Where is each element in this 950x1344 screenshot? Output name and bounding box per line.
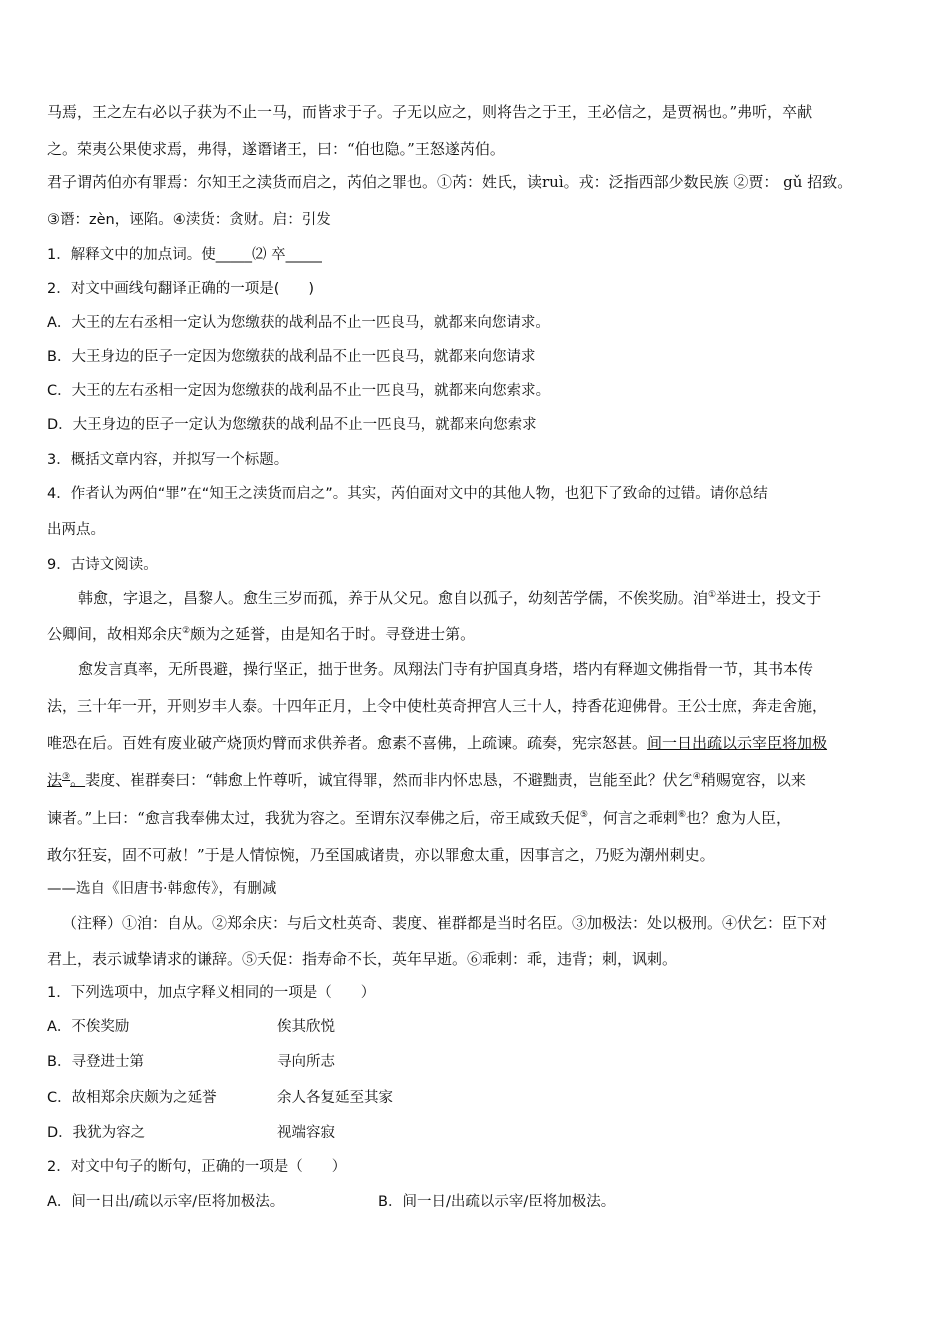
passage-line: 敢尔狂妄，固不可赦！”于是人情惊惋，乃至国戚诸贵，亦以罪愈太重，因事言之，乃贬为潮州刺史。 <box>47 846 715 864</box>
passage-text: 公卿间，故相郑余庆 <box>47 625 183 643</box>
underlined-sentence: 法 <box>47 771 63 789</box>
option-a-right: 俟其欣悦 <box>277 1019 335 1035</box>
option-a: A．间一日出/疏以示宰/臣将加极法。 <box>47 1194 285 1210</box>
section-9-title: 9．古诗文阅读。 <box>47 557 158 573</box>
option-a <box>47 1017 910 1037</box>
question-9-1: 1．下列选项中，加点字释义相同的一项是（ ） <box>47 985 376 1001</box>
option-d <box>47 1123 910 1143</box>
question-2: 2．对文中画线句翻译正确的一项是( ) <box>47 281 315 297</box>
option-b: B．大王身边的臣子一定因为您缴获的战利品不止一匹良马，就都来向您请求 <box>47 349 536 365</box>
option-left: A．不俟奖励 <box>47 1019 130 1035</box>
option-d: D．大王身边的臣子一定认为您缴获的战利品不止一匹良马，就都来向您索求 <box>47 417 537 433</box>
annotation-line: 君上，表示诚挚请求的谦辞。⑤夭促：指寿命不长，英年早逝。⑥乖剌：乖，违背；刺，讽刺。 <box>47 950 678 968</box>
annotation-line: （注释）①洎：自从。②郑余庆：与后文杜英奇、裴度、崔群都是当时名臣。③加极法：处以极刑。④伏乞：臣下对 <box>62 914 828 932</box>
underlined-sentence: 。 <box>70 771 86 789</box>
footnote-mark: ⑤ <box>579 810 588 820</box>
passage-line <box>47 808 910 828</box>
option-a: A．大王的左右丞相一定认为您缴获的战利品不止一匹良马，就都来向您请求。 <box>47 315 550 331</box>
passage-text: 韩愈，字退之，昌黎人。愈生三岁而孤，养于从父兄。愈自以孤子，幼刻苦学儒，不俟奖励。洎 <box>78 589 709 607</box>
option-c: C．大王的左右丞相一定因为您缴获的战利品不止一匹良马，就都来向您索求。 <box>47 383 551 399</box>
option-b: B．间一日/出疏以示宰/臣将加极法。 <box>378 1194 616 1210</box>
footnote-mark: ④ <box>692 772 701 782</box>
passage-line <box>47 733 910 753</box>
passage-line: 法，三十年一开，开则岁丰人泰。十四年正月，上令中使杜英奇押宫人三十人，持香花迎佛骨。王公士庶，奔走舍施， <box>47 697 828 715</box>
passage-text: ，何言之乖剌 <box>587 809 678 827</box>
passage-text: 裴度、崔群奏曰：“韩愈上忤尊听，诚宜得罪，然而非内怀忠恳，不避黜责，岂能至此？伏乞 <box>85 771 693 789</box>
footnote-mark: ② <box>182 626 191 636</box>
source-citation: ——选自《旧唐书·韩愈传》，有删减 <box>47 881 277 897</box>
passage-text: 唯恐在后。百姓有废业破产烧顶灼臂而求供养者。愈素不喜佛，上疏谏。疏奏，宪宗怒甚。 <box>47 734 648 752</box>
text-line: 之。荣夷公果使求焉，弗得，遂谮诸王，曰：“伯也隐。”王怒遂芮伯。 <box>47 140 505 158</box>
passage-text: 举进士，投文于 <box>716 589 822 607</box>
option-c <box>47 1088 910 1108</box>
option-left: B．寻登进士第 <box>47 1054 144 1070</box>
option-left: D．我犹为容之 <box>47 1125 146 1141</box>
text-line: ③谮：zèn，诬陷。④渎货：贪财。启：引发 <box>47 212 331 228</box>
question-4: 4．作者认为两伯“罪”在“知王之渎货而启之”。其实，芮伯面对文中的其他人物，也犯下了致命的过错。请你总结 <box>47 486 768 502</box>
passage-text: 也？愈为人臣， <box>686 809 792 827</box>
underlined-sentence: 间一日出疏以示宰臣将加极 <box>647 734 828 752</box>
option-b <box>47 1052 910 1072</box>
passage-line: 愈发言真率，无所畏避，操行坚正，拙于世务。凤翔法门寺有护国真身塔，塔内有释迦文佛指骨一节，其书本传 <box>78 660 814 678</box>
question-1: 1．解释文中的加点词。使_____⑵ 卒_____ <box>47 247 322 263</box>
text-line: 马焉，王之左右必以子获为不止一马，而皆求于子。子无以应之，则将告之于王，王必信之，是贾祸也。”弗听，卒献 <box>47 103 813 121</box>
option-left: C．故相郑余庆颇为之延誉 <box>47 1090 217 1106</box>
passage-text: 颇为之延誉，由是知名于时。寻登进士第。 <box>190 625 476 643</box>
footnote-mark: ① <box>708 590 717 600</box>
text-line: 君子谓芮伯亦有罪焉：尔知王之渎货而启之，芮伯之罪也。①芮：姓氏，读ruì。戎：泛指西部少数民族 ②贾： gǔ 招致。 <box>47 173 853 191</box>
passage-line <box>78 588 910 608</box>
option-c-right: 余人各复延至其家 <box>277 1090 393 1106</box>
question-3: 3．概括文章内容，并拟写一个标题。 <box>47 452 289 468</box>
question-9-2: 2．对文中句子的断句，正确的一项是（ ） <box>47 1159 347 1175</box>
question-4-cont: 出两点。 <box>47 522 105 538</box>
footnote-mark: ③ <box>62 772 71 782</box>
footnote-mark: ⑥ <box>677 810 687 820</box>
passage-line <box>47 624 910 644</box>
option-d-right: 视端容寂 <box>277 1125 335 1141</box>
passage-text: 稍赐宽容，以来 <box>700 771 806 789</box>
passage-line <box>47 770 910 790</box>
option-b-right: 寻向所志 <box>277 1054 335 1070</box>
passage-text: 谏者。”上曰：“愈言我奉佛太过，我犹为容之。至谓东汉奉佛之后，帝王咸致夭促 <box>47 809 580 827</box>
